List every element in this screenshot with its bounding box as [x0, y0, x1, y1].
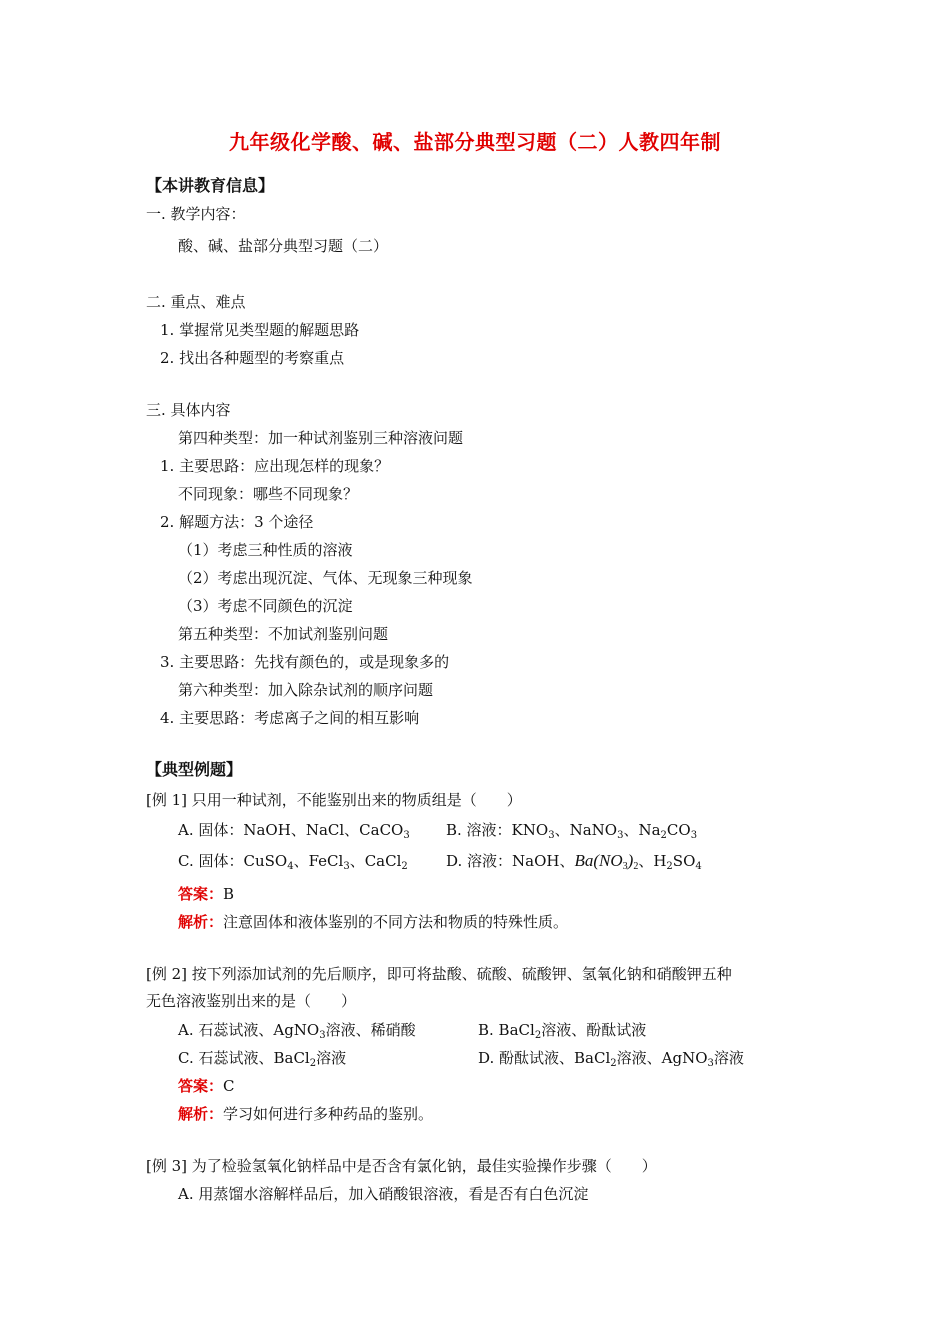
example-2-stem: [例 2] 按下列添加试剂的先后顺序，即可将盐酸、硫酸、硫酸钾、氢氧化钠和硝酸钾五种 [146, 965, 732, 983]
example-1-stem: [例 1] 只用一种试剂，不能鉴别出来的物质组是（ ） [146, 791, 522, 809]
example-2-answer: 答案：C [178, 1077, 235, 1095]
point-1-detail: 不同现象：哪些不同现象？ [178, 485, 359, 503]
example-1-option-b: B. 溶液：$KNO_3$、NaNO$_3$、$Na_2CO_3$ [446, 821, 698, 841]
point-2: 2. 解题方法：3 个途径 [160, 513, 314, 531]
section-1-label: 一. 教学内容： [146, 205, 246, 223]
example-3-stem: [例 3] 为了检验氢氧化钠样品中是否含有氯化钠，最佳实验操作步骤（ ） [146, 1157, 657, 1175]
point-1: 1. 主要思路：应出现怎样的现象？ [160, 457, 390, 475]
type-6-heading: 第六种类型：加入除杂试剂的顺序问题 [178, 681, 434, 699]
section-3-label: 三. 具体内容 [146, 401, 231, 419]
section-header-info: 【本讲教育信息】 [146, 176, 275, 195]
section-2-label: 二. 重点、难点 [146, 293, 246, 311]
example-2-analysis: 解析：学习如何进行多种药品的鉴别。 [178, 1105, 434, 1123]
example-1-option-a: A. 固体：NaOH、NaCl、CaCO$_3$ [178, 821, 410, 841]
example-2-option-c: C. 石蕊试液、BaCl$_2$溶液 [178, 1049, 347, 1069]
type-5-heading: 第五种类型：不加试剂鉴别问题 [178, 625, 389, 643]
example-3-option-a: A. 用蒸馏水溶解样品后，加入硝酸银溶液，看是否有白色沉淀 [178, 1185, 589, 1203]
example-1-option-d: D. 溶液：NaOH、$Ba(NO_3)_2$、$H_2SO_4$ [446, 851, 702, 872]
method-1: （1）考虑三种性质的溶液 [178, 541, 353, 559]
method-3: （3）考虑不同颜色的沉淀 [178, 597, 353, 615]
barium-nitrate-formula: $Ba(NO_3)_2$ [574, 851, 639, 872]
section-2-item: 2. 找出各种题型的考察重点 [160, 349, 345, 367]
example-1-answer: 答案：B [178, 885, 235, 903]
point-3: 3. 主要思路：先找有颜色的，或是现象多的 [160, 653, 450, 671]
section-header-examples: 【典型例题】 [146, 760, 243, 779]
page-title: 九年级化学酸、碱、盐部分典型习题（二）人教四年制 [229, 130, 721, 154]
section-1-content: 酸、碱、盐部分典型习题（二） [178, 237, 389, 255]
example-1-option-c: C. 固体：CuSO$_4$、FeCl$_3$、CaCl$_2$ [178, 852, 408, 872]
type-4-heading: 第四种类型：加一种试剂鉴别三种溶液问题 [178, 429, 464, 447]
example-2-stem-cont: 无色溶液鉴别出来的是（ ） [146, 992, 357, 1010]
point-4: 4. 主要思路：考虑离子之间的相互影响 [160, 709, 420, 727]
example-2-option-b: B. BaCl$_2$溶液、酚酞试液 [478, 1021, 647, 1041]
example-2-option-d: D. 酚酞试液、BaCl$_2$溶液、AgNO$_3$溶液 [478, 1049, 744, 1069]
section-2-item: 1. 掌握常见类型题的解题思路 [160, 321, 360, 339]
example-1-analysis: 解析：注意固体和液体鉴别的不同方法和物质的特殊性质。 [178, 913, 569, 931]
method-2: （2）考虑出现沉淀、气体、无现象三种现象 [178, 569, 473, 587]
example-2-option-a: A. 石蕊试液、AgNO$_3$溶液、稀硝酸 [178, 1021, 416, 1041]
